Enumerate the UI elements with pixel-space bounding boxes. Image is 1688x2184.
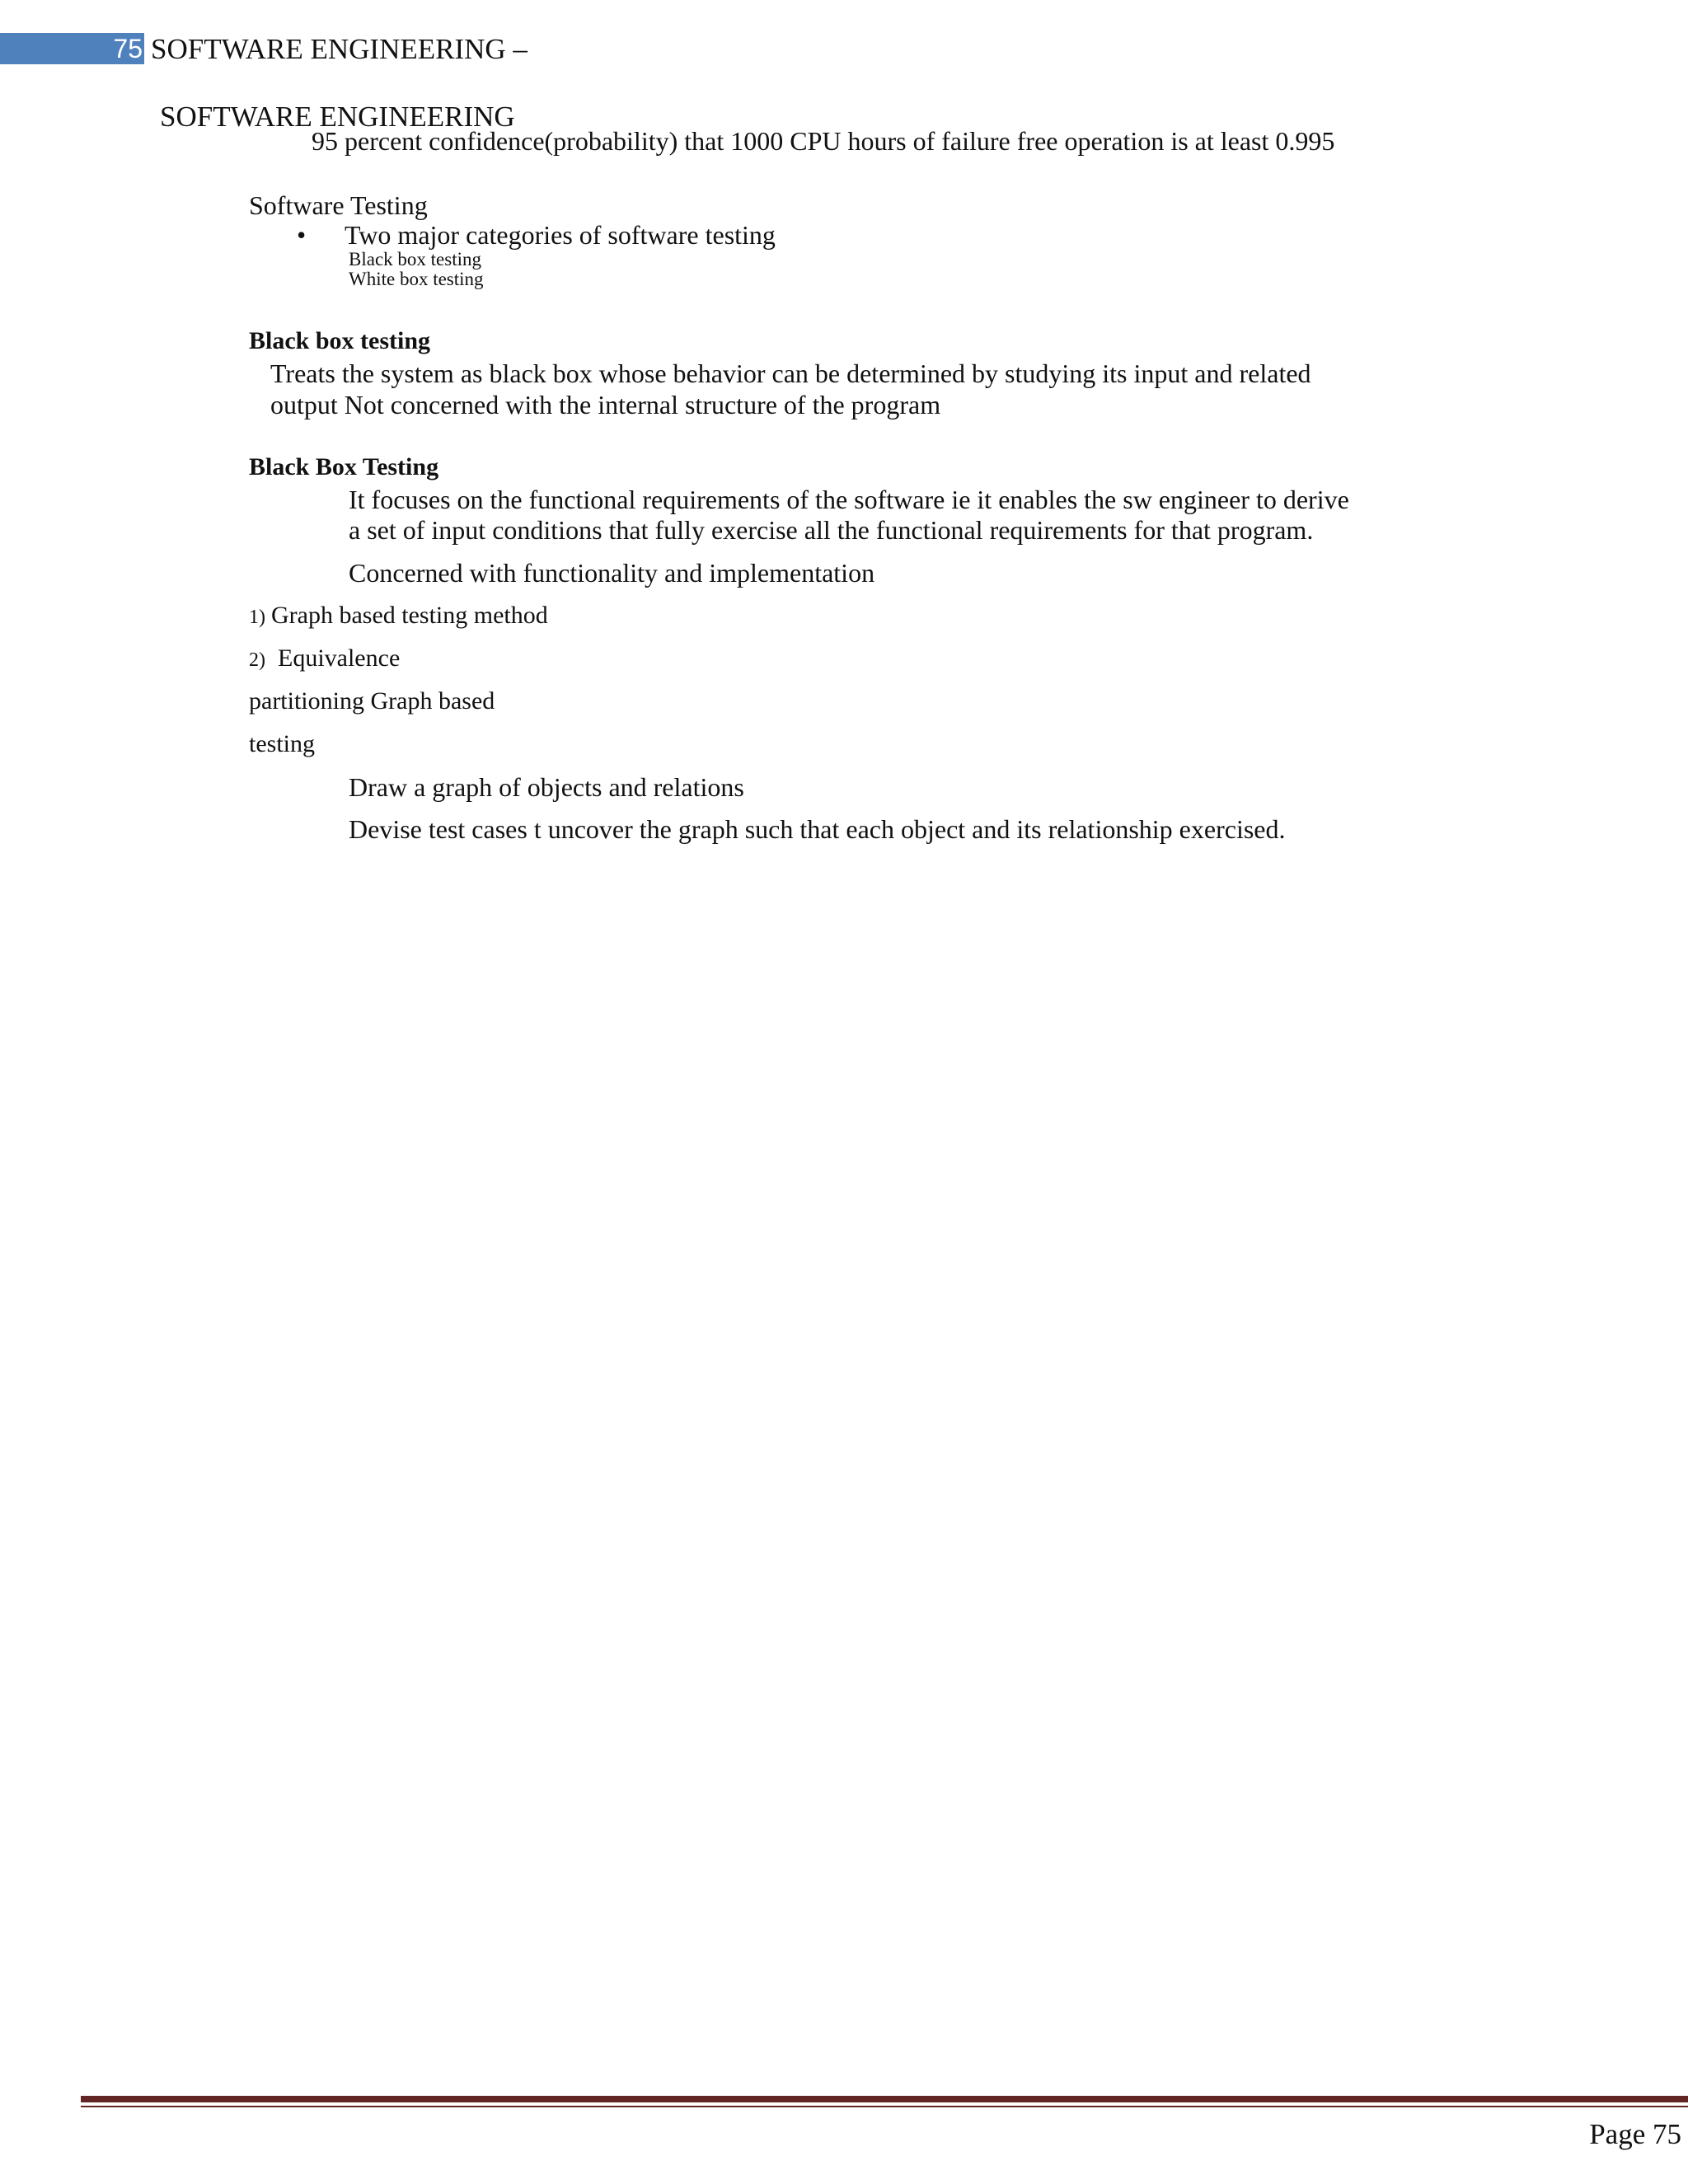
confidence-line: 95 percent confidence(probability) that 1000 CPU hours of failure free operation is at least 0.995 [312,126,1335,156]
bullet-symbol: • [297,220,307,250]
item-2-number: 2) [249,649,265,671]
bullet-text: Two major categories of software testing [345,220,776,250]
concerned-line: Concerned with functionality and implementation [349,558,875,588]
footer-page-label: Page 75 [1589,2118,1681,2150]
draw-line: Draw a graph of objects and relations [349,772,744,802]
bbt-para-line-2: output Not concerned with the internal structure of the program [270,390,941,419]
wrap-line-2: testing [249,730,315,757]
header-title: SOFTWARE ENGINEERING – [151,33,528,65]
item-1-text: Graph based testing method [271,602,548,629]
focus-line-1: It focuses on the functional requirements of the software ie it enables the sw engineer to derive [349,485,1349,514]
running-title: SOFTWARE ENGINEERING [160,101,515,133]
sub-item-black-box: Black box testing [349,249,481,269]
sub-item-white-box: White box testing [349,269,484,289]
black-box-testing-heading-2: Black Box Testing [249,453,439,480]
software-testing-heading: Software Testing [249,190,428,220]
item-2-text: Equivalence [278,644,401,672]
bbt-para-line-1: Treats the system as black box whose behavior can be determined by studying its input and related [270,359,1311,388]
header-page-number: 75 [0,33,144,64]
focus-line-2: a set of input conditions that fully exercise all the functional requirements for that program. [349,515,1314,545]
item-1-number: 1) [249,607,265,628]
wrap-line-1: partitioning Graph based [249,687,495,715]
black-box-testing-heading: Black box testing [249,327,431,354]
footer-rule-thick [81,2096,1688,2102]
devise-line: Devise test cases t uncover the graph such that each object and its relationship exercised. [349,814,1286,844]
footer-rule-thin [81,2106,1688,2107]
